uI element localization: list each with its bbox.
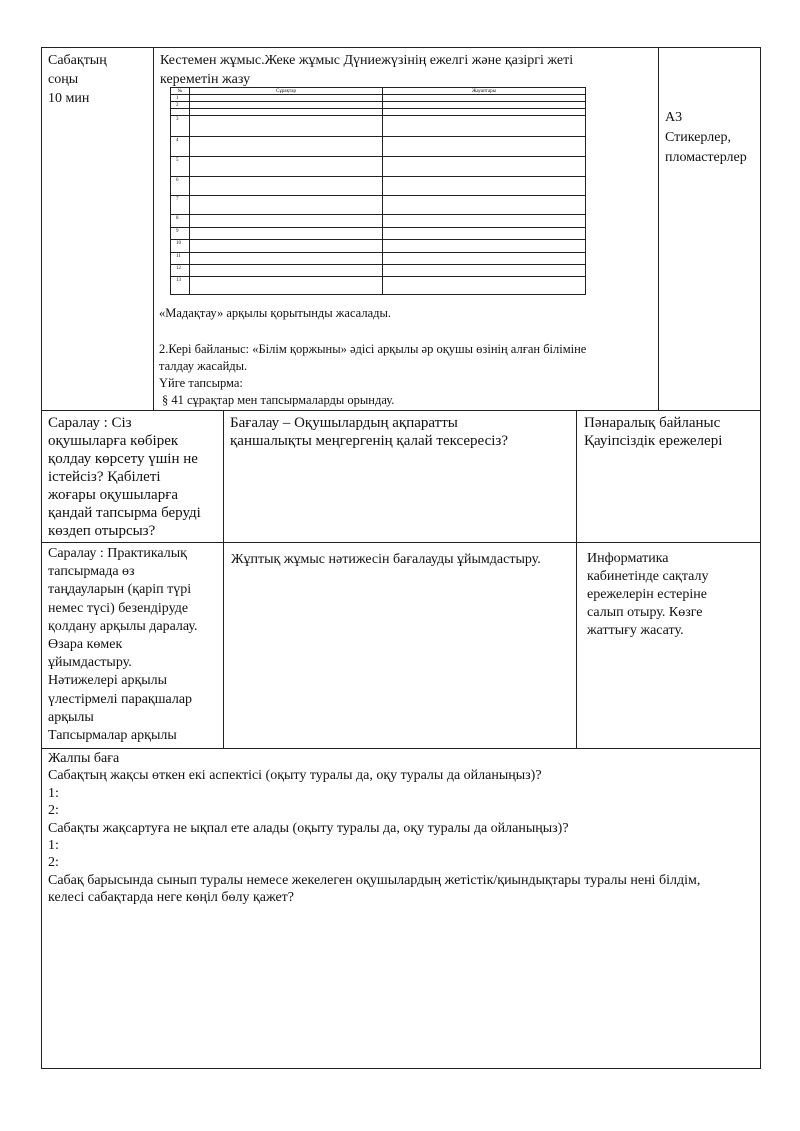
- differentiation-text: ұйымдастыру.: [48, 655, 132, 671]
- crosscurricular-header-cell: [576, 410, 761, 543]
- table-row-number: 2: [176, 103, 179, 108]
- table-row-number: 6: [176, 178, 179, 183]
- table-row-number: 1: [176, 96, 179, 101]
- assessment-content-cell: [223, 542, 577, 749]
- table-row-number: 12: [176, 266, 181, 271]
- homework-title: Үйге тапсырма:: [159, 376, 243, 390]
- resource-a3: А3: [665, 110, 683, 125]
- lesson-end-cell: [41, 47, 154, 411]
- assessment-header: қаншалықты меңгергенің қалай тексересіз?: [230, 433, 508, 449]
- homework-text: § 41 сұрақтар мен тапсырмаларды орындау.: [162, 393, 395, 407]
- table-row-number: 9: [176, 229, 179, 234]
- safety-text: Информатика: [587, 551, 669, 566]
- reflection-answer-1: 1:: [48, 838, 59, 854]
- safety-text: ережелерін естеріне: [587, 587, 707, 602]
- resources-cell: [658, 47, 761, 411]
- lesson-end-label: Сабақтың: [48, 53, 107, 68]
- activity-title: кереметін жазу: [160, 72, 251, 87]
- table-row-number: 13: [176, 278, 181, 283]
- wonders-table: [170, 87, 586, 295]
- differentiation-text: Тапсырмалар арқылы: [48, 728, 177, 744]
- differentiation-text: қолдану арқылы даралау.: [48, 618, 198, 634]
- assessment-header: Бағалау – Оқушылардың ақпаратты: [230, 415, 458, 431]
- resource-markers: пломастерлер: [665, 150, 747, 165]
- differentiation-text: Саралау : Практикалық: [48, 546, 187, 561]
- table-header-number: №: [177, 89, 183, 94]
- reflection-question: Сабақты жақсартуға не ықпал ете алады (оқыту туралы да, оқу туралы да ойланыңыз)?: [48, 820, 569, 836]
- differentiation-text: тапсырмада өз: [48, 564, 135, 580]
- assessment-header-cell: [223, 410, 577, 543]
- table-row-number: 3: [176, 117, 179, 122]
- reflection-title: Жалпы баға: [48, 751, 120, 766]
- safety-text: салып отыру. Көзге: [587, 605, 703, 620]
- crosscurricular-header: Пәнаралық байланыс: [584, 415, 721, 431]
- differentiation-header: қолдау көрсету үшін не: [48, 451, 198, 467]
- resource-stickers: Стикерлер,: [665, 130, 731, 145]
- differentiation-header: жоғары оқушыларға: [48, 487, 178, 503]
- differentiation-text: немес түсі) безендіруде: [48, 600, 189, 616]
- table-row-number: 4: [176, 138, 179, 143]
- safety-content-cell: [576, 542, 761, 749]
- reflection-question: келесі сабақтарда неге көңіл бөлу қажет?: [48, 890, 295, 906]
- reflection-question: Сабақ барысында сынып туралы немесе жекелеген оқушылардың жетістік/қиындықтары туралы нені білдім,: [48, 872, 701, 888]
- differentiation-header: істейсіз? Қабілеті: [48, 469, 161, 485]
- differentiation-header: Саралау : Сіз: [48, 415, 132, 431]
- table-row-number: 7: [176, 197, 179, 202]
- feedback-text: талдау жасайды.: [159, 359, 248, 373]
- differentiation-header-cell: [41, 410, 224, 543]
- differentiation-text: арқылы: [48, 709, 94, 725]
- lesson-end-label: соңы: [48, 72, 79, 87]
- reflection-answer-2: 2:: [48, 803, 59, 819]
- differentiation-text: таңдауларын (қаріп түрі: [48, 582, 192, 598]
- lesson-duration: 10 мин: [48, 91, 90, 106]
- table-header-questions: Сұрақтар: [276, 89, 296, 94]
- differentiation-text: үлестірмелі парақшалар: [48, 691, 193, 707]
- table-row-number: 8: [176, 216, 179, 221]
- reflection-answer-2: 2:: [48, 855, 59, 871]
- reflection-answer-1: 1:: [48, 785, 59, 801]
- reflection-question: Сабақтың жақсы өткен екі аспектісі (оқыту туралы да, оқу туралы да ойланыңыз)?: [48, 768, 542, 784]
- table-row-number: 11: [176, 254, 181, 259]
- safety-text: жаттығу жасату.: [587, 623, 684, 638]
- differentiation-text: Өзара көмек: [48, 637, 123, 653]
- safety-text: кабинетінде сақталу: [587, 569, 709, 584]
- table-row-number: 10: [176, 241, 181, 246]
- table-header-answers: Жауаптары: [472, 89, 496, 94]
- table-row-number: 5: [176, 158, 179, 163]
- reflection-cell: [41, 748, 761, 1069]
- differentiation-text: Нәтижелері арқылы: [48, 673, 168, 689]
- madaktau-note: «Мадақтау» арқылы қорытынды жасалады.: [159, 306, 392, 320]
- differentiation-header: оқушыларға көбірек: [48, 433, 179, 449]
- safety-header: Қауіпсіздік ережелері: [584, 433, 723, 449]
- differentiation-header: қандай тапсырма беруді: [48, 505, 201, 521]
- differentiation-header: көздеп отырсыз?: [48, 523, 156, 539]
- differentiation-content-cell: [41, 542, 224, 749]
- feedback-text: 2.Кері байланыс: «Білім қоржыны» әдісі арқылы әр оқушы өзінің алған біліміне: [159, 342, 587, 356]
- activity-title: Кестемен жұмыс.Жеке жұмыс Дүниежүзінің ежелгі және қазіргі жеті: [160, 53, 574, 68]
- assessment-text: Жұптық жұмыс нәтижесін бағалауды ұйымдастыру.: [231, 552, 541, 567]
